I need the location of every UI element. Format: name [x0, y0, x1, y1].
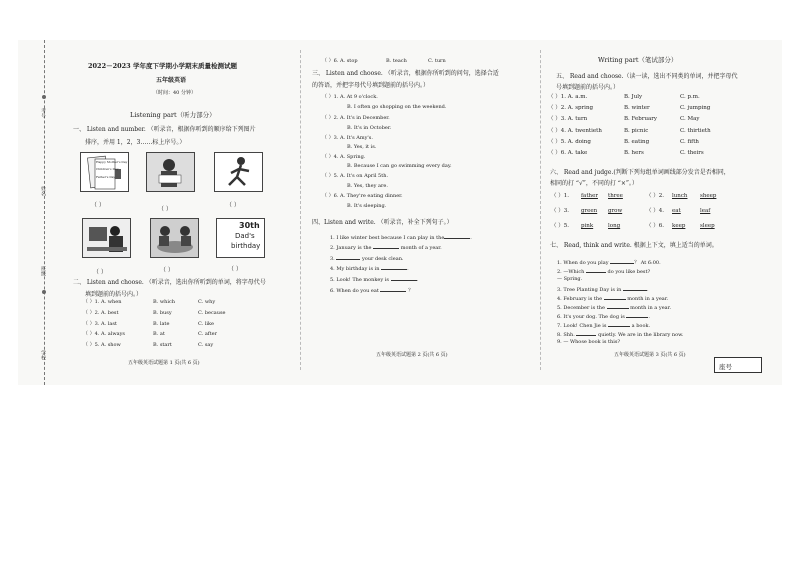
- exam-time: （时间：40 分钟）: [153, 90, 196, 96]
- q5-row-1-c: C. p.m.: [680, 94, 700, 100]
- binding-hole: [42, 290, 46, 294]
- q7-item-9: 9. — Whose book is this?: [557, 339, 621, 345]
- card-text-3: Father's Day: [96, 175, 116, 179]
- q6-row-5-paren[interactable]: （ ）5.: [551, 223, 569, 229]
- q7-item-5: [557, 304, 671, 311]
- q2-row-6-b: B. teach: [386, 58, 407, 64]
- birthday-text-2: Dad's: [235, 232, 255, 240]
- q7-item-7-text: 7. Look! Chen Jie is: [557, 323, 607, 329]
- q2-instruction-line1: 二、 Listen and choose. （听录音，选出你所听到的单词，将字母代号: [73, 279, 266, 286]
- answer-paren[interactable]: （ ）: [158, 206, 172, 213]
- binding-line: [44, 40, 45, 385]
- q6-row-4-paren[interactable]: （ ）4.: [646, 208, 664, 214]
- picture-boy-running: [214, 152, 263, 192]
- q3-item-3-b: B. Yes, it is.: [347, 144, 377, 150]
- q4-item-4-text: 4. My birthday is in: [330, 266, 380, 272]
- q7-item-4: [557, 295, 668, 302]
- q7-item-3: [557, 286, 649, 293]
- q5-row-3-c: C. May: [680, 116, 700, 122]
- q3-item-1-b: B. I often go shopping on the weekend.: [347, 104, 447, 110]
- q5-row-3-a: （ ）3. A. turn: [548, 116, 588, 122]
- answer-blank[interactable]: [607, 304, 629, 309]
- q3-item-5-b: B. Yes, they are.: [347, 183, 388, 189]
- q2-row-4-b: B. at: [153, 331, 165, 337]
- q2-row-3-b: B. late: [153, 321, 170, 327]
- q7-item-6-tail: .: [648, 314, 650, 320]
- q6-word: father: [581, 193, 598, 199]
- answer-blank[interactable]: [381, 265, 407, 270]
- q6-word: grow: [608, 208, 623, 214]
- q2-row-6-c: C. turn: [428, 58, 446, 64]
- answer-blank[interactable]: [576, 331, 596, 336]
- q5-row-1-b: B. July: [624, 94, 643, 100]
- q3-item-2-b: B. It's in October.: [347, 125, 392, 131]
- q5-row-4-b: B. picnic: [624, 128, 649, 134]
- q4-item-2-tail: month of a year.: [400, 245, 442, 251]
- q7-item-1: [557, 259, 661, 266]
- q4-item-3-text: 3.: [330, 256, 335, 262]
- q4-item-6-tail: ？: [408, 288, 414, 294]
- q3-item-6-b: B. It's sleeping.: [347, 203, 387, 209]
- q2-row-5-a: （ ）5. A. show: [83, 342, 121, 348]
- q5-row-4-a: （ ）4. A. twentieth: [548, 128, 602, 134]
- q4-item-2-text: 2. January is the: [330, 245, 372, 251]
- q4-instruction: 四、Listen and write. （听录音，补全下列句子。）: [312, 219, 453, 226]
- q4-item-5: 5. Look! The monkey is .: [330, 277, 419, 283]
- q5-row-4-c: C. thirtieth: [680, 128, 711, 134]
- binding-label-exam-number: 考号: [40, 108, 46, 118]
- q5-row-6-a: （ ）6. A. take: [548, 150, 588, 156]
- answer-blank[interactable]: [610, 259, 634, 264]
- q2-row-1-a: （ ）1. A. when: [83, 299, 122, 305]
- page-3-footer: 五年级英语试题第 3 页(共 6 页): [614, 352, 686, 358]
- q5-row-3-b: B. February: [624, 116, 658, 122]
- q7-item-4-text: 4. February is the: [557, 296, 603, 302]
- binding-label-class: 班级: [40, 266, 46, 276]
- q2-row-5-b: B. start: [153, 342, 172, 348]
- q3-item-6-a: （ ）6. A. They're eating dinner.: [322, 193, 403, 199]
- q4-item-4: 4. My birthday is in .: [330, 266, 409, 272]
- picture-person-computer: [82, 218, 131, 258]
- q3-instruction-line1: 三、 Listen and choose. （听录音，根据你所听到的问句，选择合适: [312, 70, 499, 77]
- q6-word: keep: [672, 223, 686, 229]
- q7-item-8-text: 8. Shh.: [557, 332, 575, 338]
- q2-row-3-c: C. like: [198, 321, 215, 327]
- q7-item-1-text: 1. When do you play: [557, 260, 609, 266]
- q2-row-2-b: B. busy: [153, 310, 172, 316]
- page-divider: [300, 50, 301, 370]
- q2-row-2-a: （ ）2. A. best: [83, 310, 119, 316]
- q3-item-1-a: （ ）1. A. At 9 o'clock.: [322, 94, 378, 100]
- q7-item-7: [557, 322, 650, 329]
- answer-blank[interactable]: [623, 286, 647, 291]
- q7-item-8-tail: quietly. We are in the library now.: [598, 332, 684, 338]
- q5-row-2-b: B. winter: [624, 105, 650, 111]
- q3-item-4-b: B. Because I can go swimming every day.: [347, 163, 452, 169]
- answer-paren[interactable]: （ ）: [228, 266, 242, 273]
- q4-item-1-text: 1. I like winter best because I can play in the: [330, 235, 445, 241]
- q1-instruction-line1: 一、 Listen and number. （听录音，根据你听到的顺序给下列图片: [73, 126, 256, 133]
- picture-birthday-card: [216, 218, 265, 258]
- q7-item-4-tail: month in a year.: [627, 296, 669, 302]
- q4-item-6: [330, 287, 413, 294]
- q7-item-2-tail: do you like best?: [607, 269, 651, 275]
- q4-item-5-text: 5. Look! The monkey is: [330, 277, 389, 283]
- q4-item-1: 1. I like winter best because I can play in the .: [330, 235, 472, 241]
- q3-item-3-a: （ ）3. A. It's Amy's.: [322, 135, 373, 141]
- q6-row-6-paren[interactable]: （ ）6.: [646, 223, 664, 229]
- q5-row-1-a: （ ）1. A. a.m.: [548, 94, 588, 100]
- answer-blank[interactable]: [373, 244, 399, 249]
- q7-item-1-tail: ？ At 6:00.: [634, 260, 661, 266]
- answer-blank[interactable]: [626, 313, 648, 318]
- q5-row-6-b: B. hers: [624, 150, 644, 156]
- picture-cards: [80, 152, 129, 192]
- q2-instruction-line2: 填到题前的括号内。）: [85, 291, 143, 298]
- answer-paren[interactable]: （ ）: [93, 269, 107, 276]
- q7-item-6-text: 6. It's your dog. The dog is: [557, 314, 625, 320]
- q2-row-3-a: （ ）3. A. last: [83, 321, 117, 327]
- card-text-1: Happy Mother's Day: [96, 160, 128, 164]
- answer-blank[interactable]: [391, 276, 417, 281]
- answer-blank[interactable]: [604, 295, 626, 300]
- q6-word: eat: [672, 208, 681, 214]
- q2-row-6-a: （ ）6. A. stop: [322, 58, 358, 64]
- q5-row-6-c: C. theirs: [680, 150, 704, 156]
- q5-instruction-line2: 号填到题前的括号内。）: [556, 84, 620, 91]
- q4-item-6-text: 6. When do you eat: [330, 288, 379, 294]
- q7-item-3-tail: .: [646, 287, 649, 293]
- q7-item-5-tail: month in a year.: [630, 305, 672, 311]
- q2-row-1-c: C. why: [198, 299, 216, 305]
- q6-word: sleep: [700, 223, 715, 229]
- q7-item-3-text: 3. Tree Planting Day is in: [557, 287, 622, 293]
- birthday-text-3: birthday: [231, 242, 261, 250]
- q3-instruction-line2: 的答语，并把字母代号填到题前的括号内。）: [312, 82, 430, 89]
- q5-instruction-line1: 五、 Read and choose.（读一读，选出不同类的单词，并把字母代: [556, 73, 738, 80]
- answer-blank[interactable]: [444, 234, 470, 239]
- q5-row-2-c: C. jumping: [680, 105, 711, 111]
- answer-blank[interactable]: [608, 322, 630, 327]
- page-1-footer: 五年级英语试题第 1 页(共 6 页): [128, 360, 200, 366]
- answer-blank[interactable]: [380, 287, 406, 292]
- q6-row-2-paren[interactable]: （ ）2.: [646, 193, 664, 199]
- q6-word: sheep: [700, 193, 717, 199]
- binding-label-school: 学校: [40, 350, 46, 360]
- page-2-footer: 五年级英语试题第 2 页(共 6 页): [376, 352, 448, 358]
- q7-instruction: 七、 Read, think and write. 根据上下文，填上适当的单词。: [550, 242, 718, 249]
- exam-subtitle: 五年级英语: [156, 77, 187, 84]
- listening-part-heading: Listening part（听力部分）: [130, 111, 216, 119]
- q2-row-4-a: （ ）4. A. always: [83, 331, 125, 337]
- q6-word: green: [581, 208, 598, 214]
- answer-paren[interactable]: （ ）: [160, 267, 174, 274]
- q2-row-1-b: B. which: [153, 299, 175, 305]
- q3-item-5-a: （ ）5. A. It's on April 5th.: [322, 173, 389, 179]
- q6-word: long: [608, 223, 621, 229]
- q6-word: lunch: [672, 193, 688, 199]
- q5-row-5-b: B. eating: [624, 139, 650, 145]
- picture-family-dinner: [150, 218, 199, 258]
- q4-item-3: [330, 255, 404, 262]
- answer-blank[interactable]: [336, 255, 360, 260]
- picture-boy-reading: [146, 152, 195, 192]
- q7-item-2-answer: — Spring.: [557, 276, 583, 282]
- q3-item-4-a: （ ）4. A. Spring.: [322, 154, 366, 160]
- birthday-text-1: 30th: [239, 221, 260, 230]
- q5-row-5-c: C. fifth: [680, 139, 699, 145]
- q7-item-5-text: 5. December is the: [557, 305, 605, 311]
- q6-word: pink: [581, 223, 594, 229]
- writing-part-heading: Writing part（笔试部分）: [598, 56, 678, 64]
- seat-number-box[interactable]: [714, 357, 762, 373]
- answer-paren[interactable]: （ ）: [91, 202, 105, 209]
- q6-instruction-line2: 相同的打 “√”，不同的打 “×”。）: [550, 180, 638, 187]
- q7-item-8: [557, 331, 683, 338]
- q7-item-7-tail: a book.: [631, 323, 651, 329]
- q5-row-2-a: （ ）2. A. spring: [548, 105, 594, 111]
- q7-item-2-text: 2. —Which: [557, 269, 585, 275]
- answer-paren[interactable]: （ ）: [226, 202, 240, 209]
- binding-hole: [42, 95, 46, 99]
- q6-row-1-paren[interactable]: （ ）1.: [551, 193, 569, 199]
- q1-instruction-line2: 排序，并用 1，2，3……标上序号。）: [85, 139, 186, 146]
- page-divider: [540, 50, 541, 370]
- q4-item-3-tail: your desk clean.: [361, 256, 404, 262]
- q7-item-6: [557, 313, 650, 320]
- q6-row-3-paren[interactable]: （ ）3.: [551, 208, 569, 214]
- binding-label-name: 姓名: [40, 186, 46, 196]
- q4-item-2: [330, 244, 442, 251]
- q2-row-4-c: C. after: [198, 331, 218, 337]
- q6-instruction-line1: 六、 Read and judge.(判断下列每组单词画线部分发音是否相同，: [550, 169, 730, 176]
- q2-row-5-c: C. say: [198, 342, 214, 348]
- seat-number-label: 座号: [719, 363, 732, 371]
- q6-word: three: [608, 193, 623, 199]
- q7-item-2: [557, 268, 650, 275]
- q2-row-2-c: C. because: [198, 310, 226, 316]
- q5-row-5-a: （ ）5. A. doing: [548, 139, 591, 145]
- card-text-2: Children's Day: [96, 167, 119, 171]
- exam-title: 2022－2023 学年度下学期小学期末质量检测试题: [88, 62, 237, 70]
- answer-blank[interactable]: [586, 268, 606, 273]
- q3-item-2-a: （ ）2. A. It's in December.: [322, 115, 390, 121]
- q6-word: leaf: [700, 208, 711, 214]
